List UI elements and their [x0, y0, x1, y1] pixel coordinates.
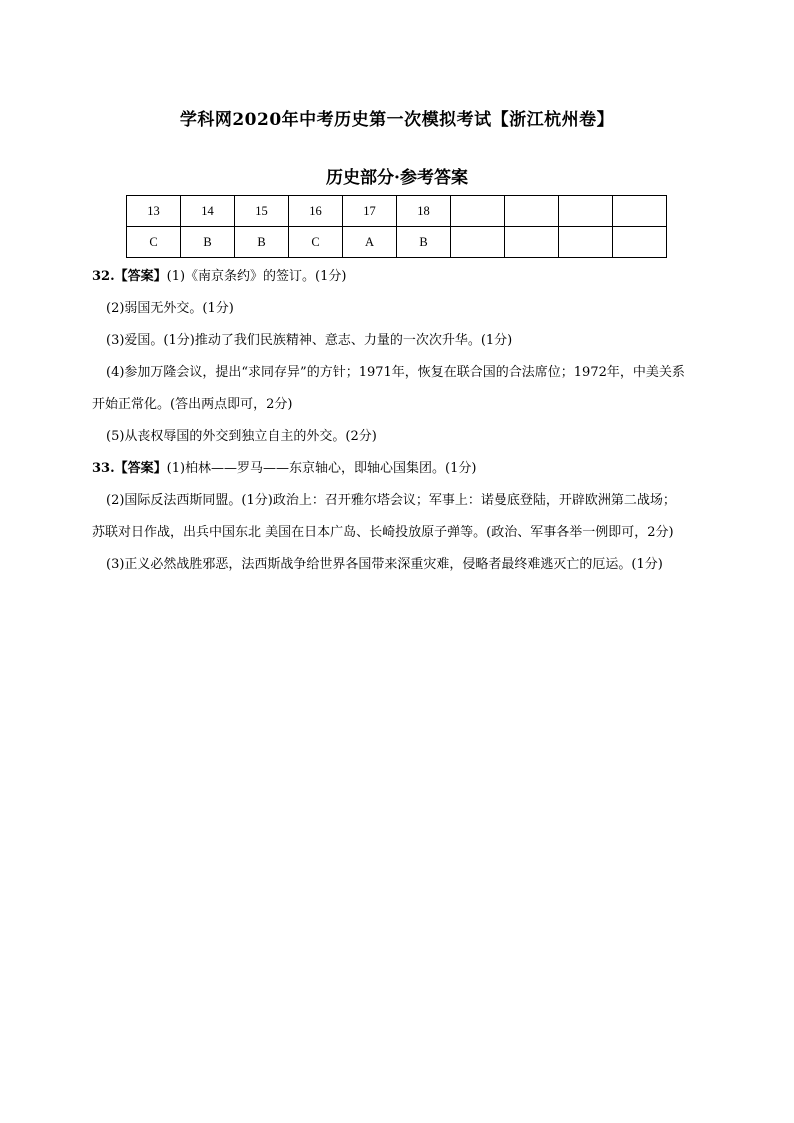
- q33-answer-text: 苏联对日作战，出兵中国东北 美国在日本广岛、长崎投放原子弹等。(政治、军事各举一例即可，2分): [92, 525, 674, 540]
- q32-answer-text: (1)《南京条约》的签订。(1分): [166, 269, 347, 284]
- question-number-cell: [559, 196, 613, 227]
- answer-cell: [451, 227, 505, 258]
- page-title: 学科网2020年中考历史第一次模拟考试【浙江杭州卷】: [179, 110, 615, 130]
- q32-label: 32.【答案】: [92, 269, 167, 284]
- answer-cell: [559, 227, 613, 258]
- question-number-cell: 17: [343, 196, 397, 227]
- q33-label: 33.【答案】: [92, 461, 167, 476]
- answer-cell: C: [289, 227, 343, 258]
- answer-cell: B: [181, 227, 235, 258]
- q33-answer-text: (1)柏林——罗马——东京轴心，即轴心国集团。(1分): [166, 461, 477, 476]
- q33-answer-text: (2)国际反法西斯同盟。(1分)政治上：召开雅尔塔会议；军事上：诺曼底登陆，开辟欧洲第二战场；: [106, 493, 676, 508]
- question-number-cell: [505, 196, 559, 227]
- answer-table: [126, 195, 667, 258]
- answer-cell: C: [127, 227, 181, 258]
- answer-cell: B: [397, 227, 451, 258]
- q32-answer-text: (4)参加万隆会议，提出“求同存异”的方针；1971年，恢复在联合国的合法席位；1972年，中美关系: [106, 365, 685, 380]
- q32-answer-text: (5)从丧权辱国的外交到独立自主的外交。(2分): [106, 429, 377, 444]
- answer-row: [127, 227, 667, 258]
- q33-line-1: [92, 460, 476, 478]
- answer-cell: B: [235, 227, 289, 258]
- question-number-cell: [451, 196, 505, 227]
- question-number-cell: 18: [397, 196, 451, 227]
- answer-cell: [505, 227, 559, 258]
- question-number-cell: [613, 196, 667, 227]
- q32-answer-text: (3)爱国。(1分)推动了我们民族精神、意志、力量的一次次升华。(1分): [106, 333, 513, 348]
- q32-line-1: [92, 268, 346, 286]
- answer-cell: A: [343, 227, 397, 258]
- question-number-cell: 16: [289, 196, 343, 227]
- question-number-row: [127, 196, 667, 227]
- question-number-cell: 13: [127, 196, 181, 227]
- answer-cell: [613, 227, 667, 258]
- question-number-cell: 15: [235, 196, 289, 227]
- q32-answer-text: (2)弱国无外交。(1分): [106, 301, 234, 316]
- question-number-cell: 14: [181, 196, 235, 227]
- q33-answer-text: (3)正义必然战胜邪恶，法西斯战争给世界各国带来深重灾难，侵略者最终难逃灭亡的厄运。(1分): [106, 557, 663, 572]
- q32-answer-text: 开始正常化。(答出两点即可，2分): [92, 397, 293, 412]
- section-title: 历史部分·参考答案: [326, 168, 468, 188]
